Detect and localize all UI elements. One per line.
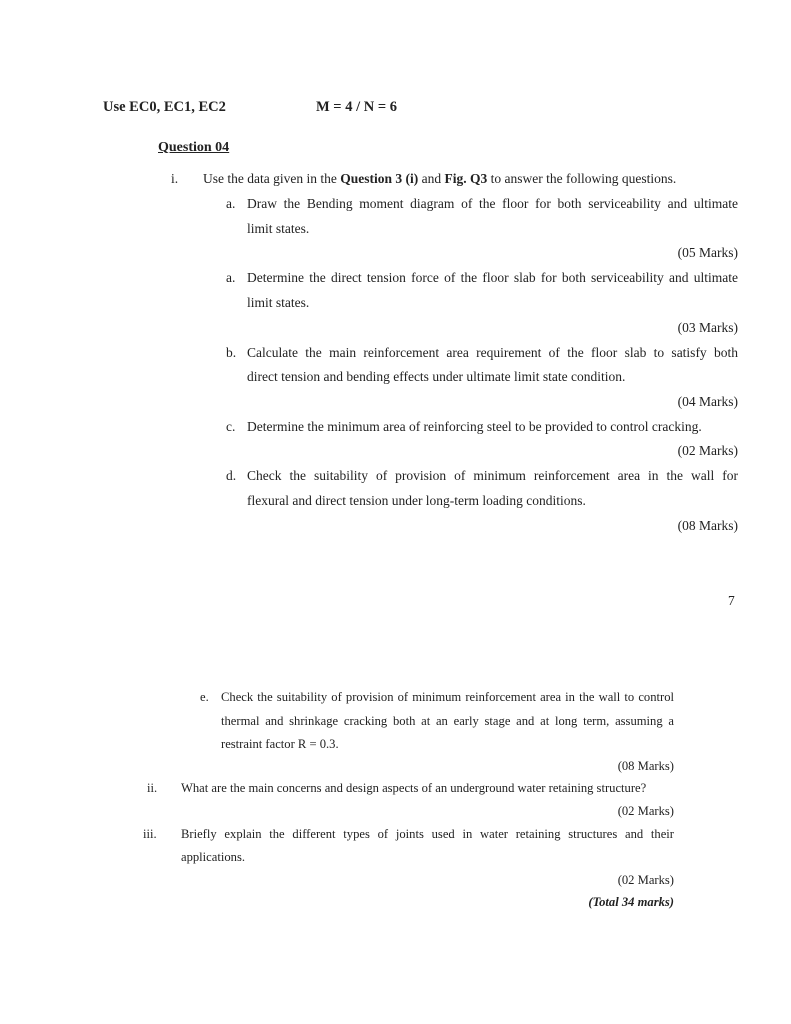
codes-label: Use EC0, EC1, EC2 [103, 99, 226, 115]
total-marks: (Total 34 marks) [588, 895, 674, 909]
marks-label: (02 Marks) [617, 804, 674, 818]
item-letter: e. [200, 690, 209, 704]
item-text-line: What are the main concerns and design aspects of an underground water retaining structure? [181, 781, 647, 795]
item-text-line: Check the suitability of provision of minimum reinforcement area in the wall for [247, 468, 738, 483]
item-letter: a. [226, 270, 236, 285]
mn-label: M = 4 / N = 6 [316, 99, 397, 115]
item-text-line: Briefly explain the different types of joints used in water retaining structures and their [181, 827, 674, 841]
item-text-line: Check the suitability of provision of minimum reinforcement area in the wall to control [221, 690, 674, 704]
marks-label: (04 Marks) [677, 394, 738, 409]
marks-label: (05 Marks) [677, 245, 738, 260]
item-letter: a. [226, 196, 236, 211]
item-text-line: limit states. [247, 221, 310, 236]
item-letter: c. [226, 419, 236, 434]
marks-label: (02 Marks) [617, 873, 674, 887]
marks-label: (08 Marks) [617, 759, 674, 773]
marks-label: (08 Marks) [677, 518, 738, 533]
page-number: 7 [728, 593, 735, 608]
question-title: Question 04 [158, 140, 230, 155]
item-letter: b. [226, 345, 237, 360]
marks-label: (02 Marks) [677, 443, 738, 458]
item-text-line: Determine the minimum area of reinforcing steel to be provided to control cracking. [247, 419, 702, 434]
item-text-line: Determine the direct tension force of the floor slab for both serviceability and ultimate [247, 270, 738, 285]
marks-label: (03 Marks) [677, 320, 738, 335]
part-iii-number: iii. [143, 827, 157, 841]
item-text-line: direct tension and bending effects under ultimate limit state condition. [247, 369, 626, 384]
item-text-line: applications. [181, 850, 246, 864]
part-i-intro: Use the data given in the Question 3 (i) and Fig. Q3 to answer the following questions. [203, 171, 677, 186]
item-letter: d. [226, 468, 237, 483]
part-i-number: i. [171, 171, 179, 186]
item-text-line: flexural and direct tension under long-term loading conditions. [247, 493, 586, 508]
item-text-line: limit states. [247, 295, 310, 310]
item-text-line: Calculate the main reinforcement area requirement of the floor slab to satisfy both [247, 345, 738, 360]
part-ii-number: ii. [147, 781, 158, 795]
item-text-line: Draw the Bending moment diagram of the floor for both serviceability and ultimate [247, 196, 738, 211]
item-text-line: restraint factor R = 0.3. [221, 737, 339, 751]
item-text-line: thermal and shrinkage cracking both at an early stage and at long term, assuming a [221, 714, 674, 728]
